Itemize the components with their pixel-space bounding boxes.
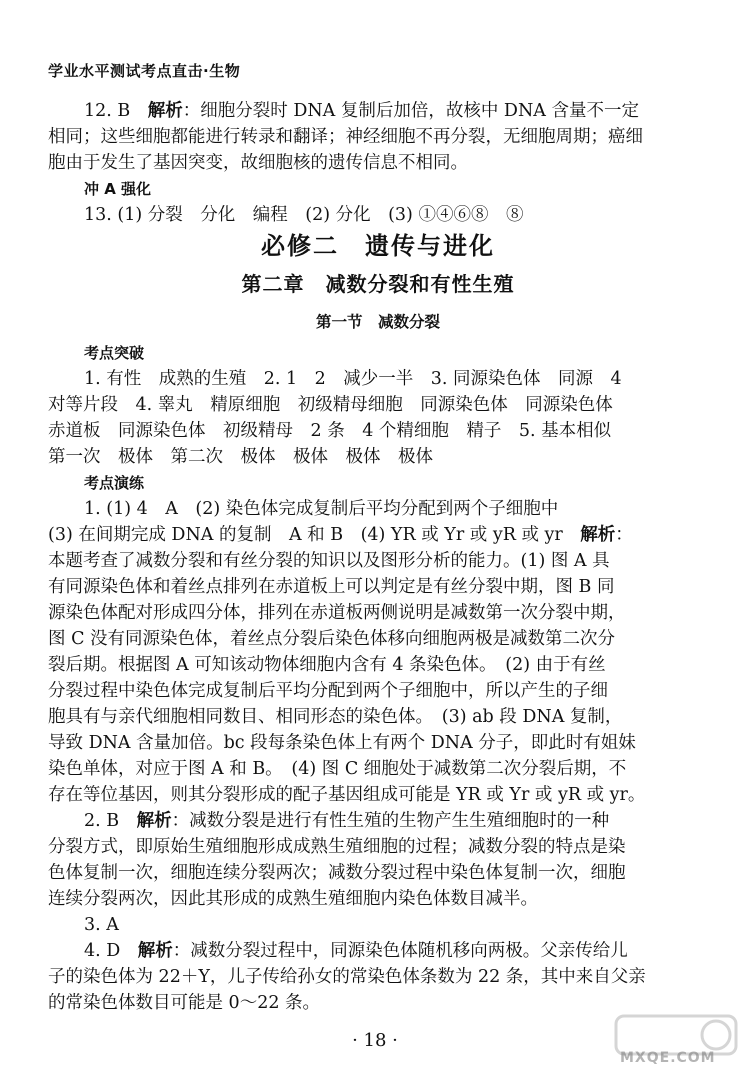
analysis-label: 解析 xyxy=(147,101,183,121)
tupo-line-2: 对等片段 4. 睾丸 精原细胞 初级精母细胞 同源染色体 同源染色体 xyxy=(48,395,613,415)
answer-12-line-3: 胞由于发生了基因突变，故细胞核的遗传信息不相同。 xyxy=(48,153,468,173)
q1-analysis-line: 图 C 没有同源染色体，着丝点分裂后染色体移向细胞两极是减数第二次分 xyxy=(48,629,616,649)
page-number: · 18 · xyxy=(352,1030,398,1051)
chong-a-heading: 冲 A 强化 xyxy=(84,180,152,198)
answer-12-line-1: 12. B 解析：细胞分裂时 DNA 复制后加倍，故核中 DNA 含量不一定 xyxy=(84,101,639,121)
kaodian-tupo-block xyxy=(48,340,708,470)
answer-12-line-2: 相同；这些细胞都能进行转录和翻译；神经细胞不再分裂，无细胞周期；癌细 xyxy=(48,127,643,147)
section-title: 第一节 减数分裂 xyxy=(315,313,440,331)
running-header: 学业水平测试考点直击·生物 xyxy=(48,62,241,80)
q1-analysis-line: 染色单体，对应于图 A 和 B。 (4) 图 C 细胞处于减数第二次分裂后期，不 xyxy=(48,759,627,779)
tupo-line-1: 1. 有性 成熟的生殖 2. 1 2 减少一半 3. 同源染色体 同源 4 xyxy=(84,369,622,389)
analysis-label: 解析 xyxy=(137,941,173,961)
q4-analysis-line: 的常染色体数目可能是 0～22 条。 xyxy=(48,993,321,1013)
q1-analysis-line: 存在等位基因，则其分裂形成的配子基因组成可能是 YR 或 Yr 或 yR 或 yr。 xyxy=(48,785,646,805)
analysis-label: 解析 xyxy=(580,525,616,545)
analysis-label: 解析 xyxy=(136,811,172,831)
q2-analysis-line: 连续分裂两次，因此其形成的成熟生殖细胞内染色体数目减半。 xyxy=(48,889,538,909)
answer-13-line: 13. (1) 分裂 分化 编程 (2) 分化 (3) ①④⑥⑧ ⑧ xyxy=(84,205,524,225)
q4-line-1: 4. D 解析：减数分裂过程中，同源染色体随机移向两极。父亲传给儿 xyxy=(84,941,628,961)
chapter-title: 第二章 减数分裂和有性生殖 xyxy=(241,272,515,296)
q2-analysis-line: 色体复制一次，细胞连续分裂两次；减数分裂过程中染色体复制一次，细胞 xyxy=(48,863,626,883)
kaodian-yanlian-heading: 考点演练 xyxy=(84,474,145,492)
q1-analysis-line: 有同源染色体和着丝点排列在赤道板上可以判定是有丝分裂中期，图 B 同 xyxy=(48,577,615,597)
q1-analysis-line: 胞具有与亲代细胞相同数目、相同形态的染色体。 (3) ab 段 DNA 复制， xyxy=(48,707,623,727)
q1-analysis-line: 源染色体配对形成四分体，排列在赤道板两侧说明是减数第一次分裂中期， xyxy=(48,603,626,623)
q2-line-1: 2. B 解析：减数分裂是进行有性生殖的生物产生生殖细胞时的一种 xyxy=(84,811,610,831)
chong-a-block xyxy=(48,176,708,228)
kaodian-yanlian-block xyxy=(48,470,708,1016)
volume-title: 必修二 遗传与进化 xyxy=(261,232,495,260)
titles-block xyxy=(48,226,708,342)
q1-analysis-line: 导致 DNA 含量加倍。bc 段每条染色体上有两个 DNA 分子，即此时有姐妹 xyxy=(48,733,636,753)
tupo-line-4: 第一次 极体 第二次 极体 极体 极体 极体 xyxy=(48,447,433,467)
q1-line-1: 1. (1) 4 A (2) 染色体完成复制后平均分配到两个子细胞中 xyxy=(84,499,559,519)
kaodian-tupo-heading: 考点突破 xyxy=(84,344,145,362)
q1-analysis-line: 分裂过程中染色体完成复制后平均分配到两个子细胞中，所以产生的子细 xyxy=(48,681,608,701)
q3-line: 3. A xyxy=(84,915,119,935)
q2-analysis-line: 分裂方式，即原始生殖细胞形成成熟生殖细胞的过程；减数分裂的特点是染 xyxy=(48,837,626,857)
tupo-line-3: 赤道板 同源染色体 初级精母 2 条 4 个精细胞 精子 5. 基本相似 xyxy=(48,421,612,441)
previous-answer-block xyxy=(48,98,708,176)
q1-analysis-line: 裂后期。根据图 A 可知该动物体细胞内含有 4 条染色体。 (2) 由于有丝 xyxy=(48,655,606,675)
watermark-text: MXQE.COM xyxy=(620,1050,716,1066)
q1-analysis-line: 本题考查了减数分裂和有丝分裂的知识以及图形分析的能力。(1) 图 A 具 xyxy=(48,551,610,571)
q1-line-2: (3) 在间期完成 DNA 的复制 A 和 B (4) YR 或 Yr 或 yR 或 yr 解析： xyxy=(48,525,633,545)
q4-analysis-line: 子的染色体为 22＋Y，儿子传给孙女的常染色体条数为 22 条，其中来自父亲 xyxy=(48,967,646,987)
